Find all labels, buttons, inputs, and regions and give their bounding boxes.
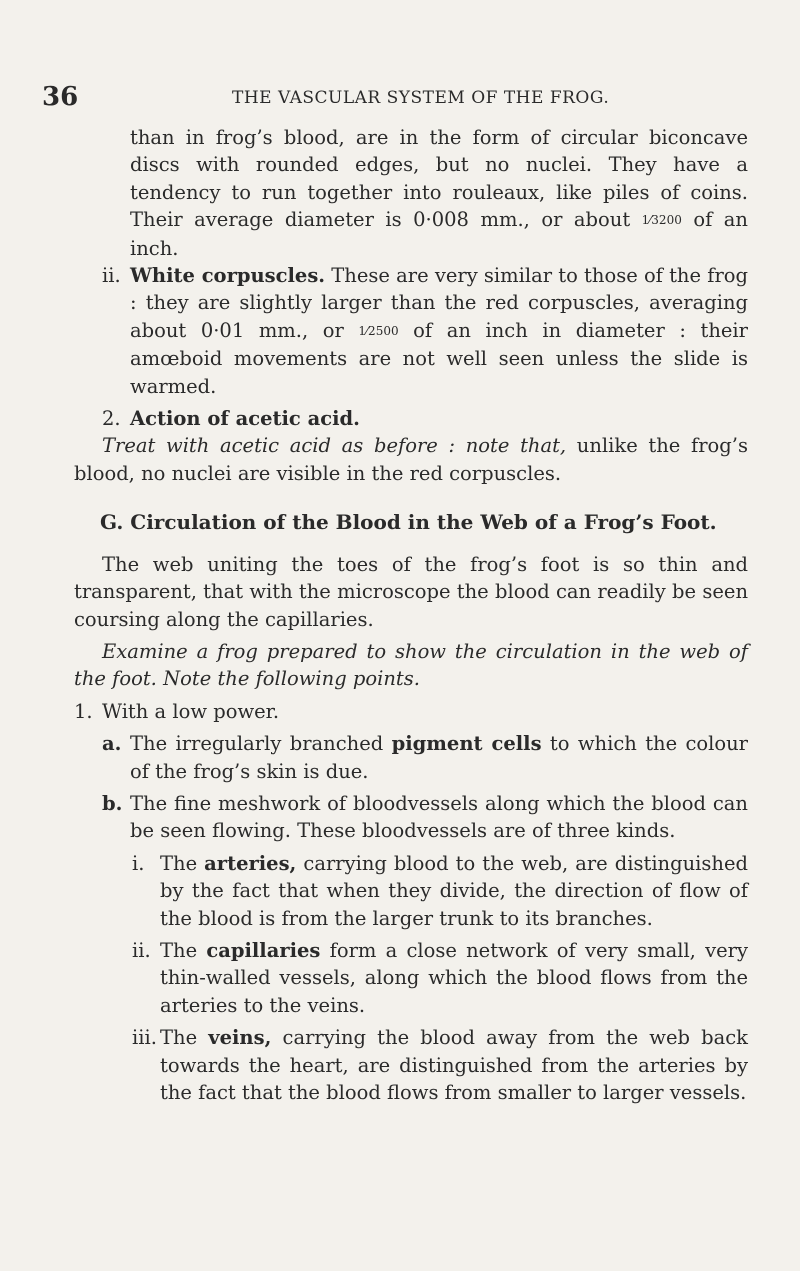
paragraph-pigment: a. The irregularly branched pigment cells to which the colour of the frog’s skin is due.	[102, 732, 749, 783]
running-title: THE VASCULAR SYSTEM OF THE FROG.	[232, 88, 610, 108]
paragraph-web: The web uniting the toes of the frog’s foot is so thin and transparent, that with the microscope the blood can readily be seen coursing along the capillaries.	[74, 552, 748, 631]
paragraph-low-power: 1. With a low power.	[74, 699, 280, 723]
section-heading-g: G. Circulation of the Blood in the Web of a Frog’s Foot.	[100, 510, 717, 535]
fraction: 1⁄2500	[358, 323, 399, 338]
paragraph-white-corpuscles: ii. White corpuscles. These are very similar to those of the frog : they are slightly larger than the red corpuscles, averaging about 0·01 mm., or 1⁄2500 of an inch in diameter : their amœboid movements are not well seen unless the slide is warmed.	[102, 264, 748, 398]
term-capillaries: capillaries	[206, 938, 321, 962]
fraction: 1⁄3200	[641, 213, 682, 228]
paragraph-capillaries: ii. The capillaries form a close network of very small, very thin-walled vessels, along which the blood flows from the arteries to the veins.	[132, 938, 748, 1017]
paragraph-meshwork: b. The fine meshwork of bloodvessels along which the blood can be seen flowing. These bloodvessels are of three kinds.	[102, 791, 748, 843]
paragraph-examine: Examine a frog prepared to show the circulation in the web of the foot. Note the following points.	[74, 639, 748, 691]
heading-acetic-acid: Action of acetic acid.	[130, 407, 360, 431]
term-pigment-cells: pigment cells	[391, 732, 542, 756]
heading-white-corpuscles: White corpuscles.	[130, 264, 326, 288]
paragraph-veins: iii. The veins, carrying the blood away from the web back towards the heart, are distinguished from the arteries by the fact that the blood flows from smaller to larger vessels.	[132, 1026, 748, 1104]
page-number: 36	[42, 82, 79, 112]
term-arteries: arteries,	[204, 851, 297, 875]
paragraph-acetic-acid: Treat with acetic acid as before : note that, unlike the frog’s blood, no nuclei are visible in the red corpuscles.	[74, 434, 748, 485]
page-body	[74, 124, 749, 1106]
paragraph-acetic-heading: 2. Action of acetic acid.	[102, 407, 360, 431]
page-header	[42, 82, 740, 114]
paragraph-arteries: i. The arteries, carrying blood to the web, are distinguished by the fact that when they divide, the direction of flow of the blood is from the larger trunk to its branches.	[132, 851, 748, 930]
term-veins: veins,	[208, 1026, 272, 1050]
paragraph-red-corpuscles: than in frog’s blood, are in the form of circular biconcave discs with rounded edges, but no nuclei. They have a tendency to run together into rouleaux, like piles of coins. Their average diameter is 0·008 mm., or about 1⁄3200 of an inch.	[130, 126, 748, 260]
